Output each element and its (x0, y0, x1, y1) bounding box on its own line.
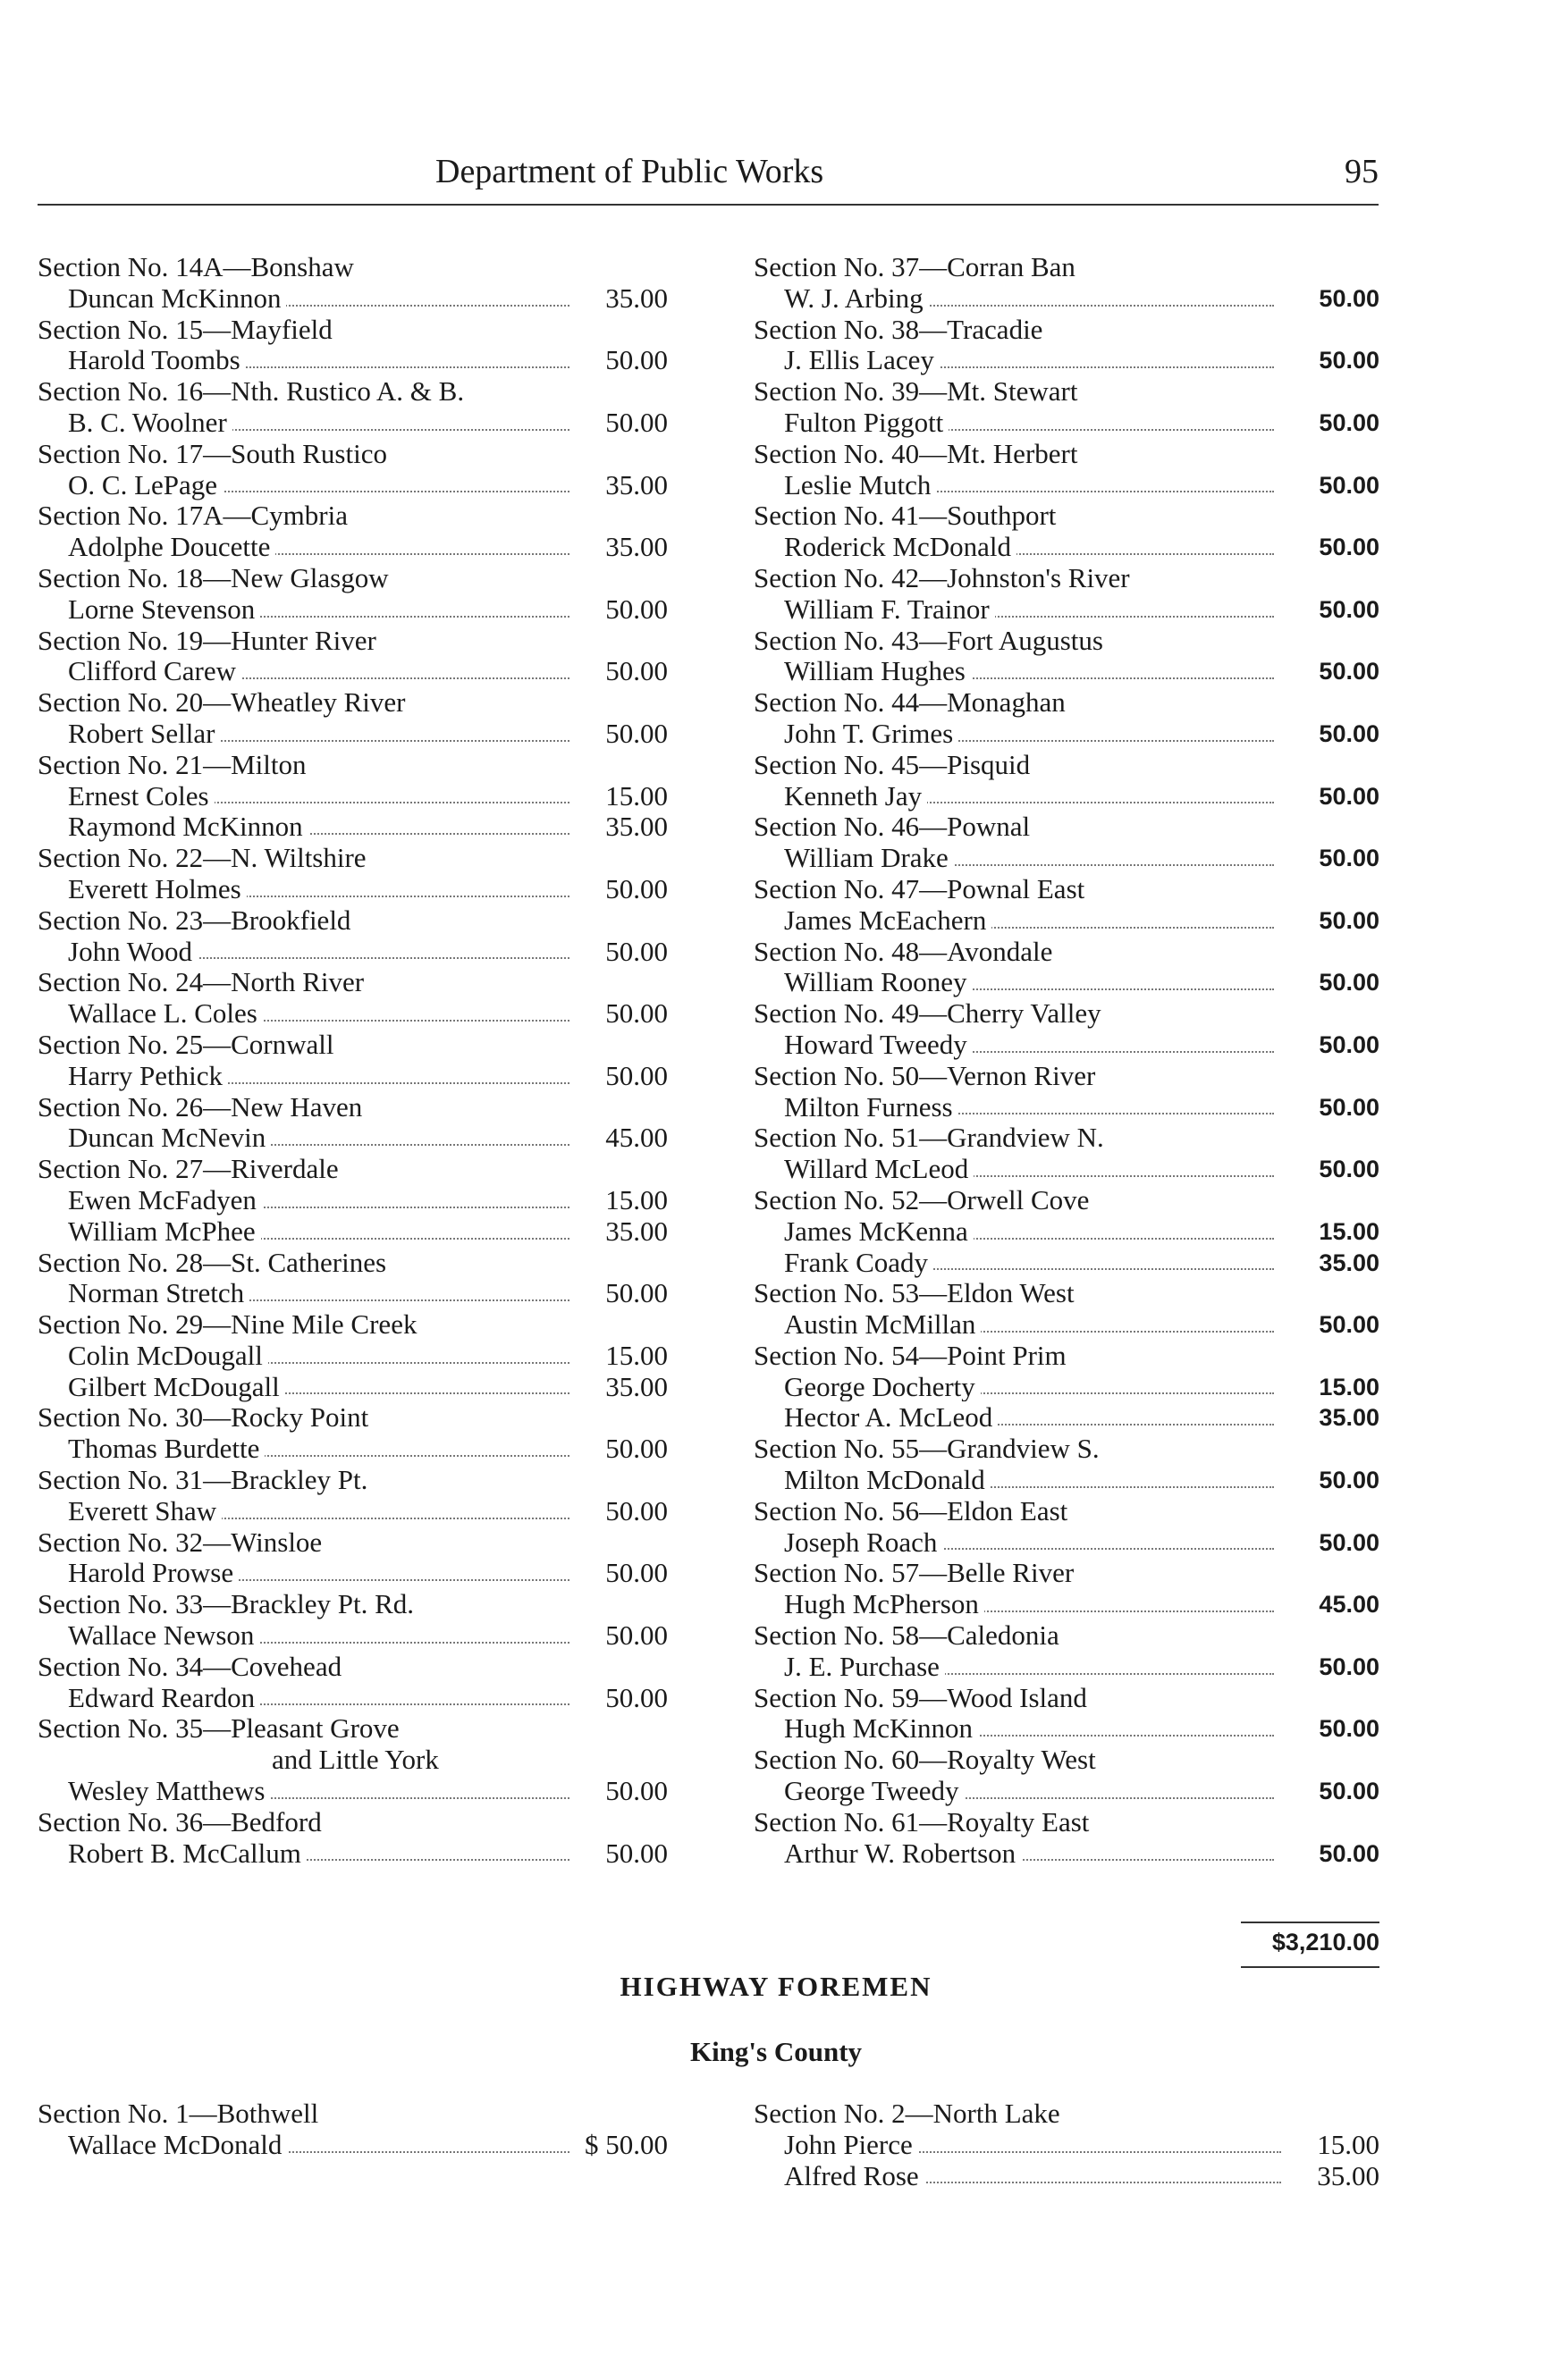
payment-amount: 50.00 (1319, 1311, 1379, 1339)
section-heading-line: Section No. 39—Mt. Stewart (754, 375, 1078, 408)
foreman-row (38, 1278, 668, 1309)
section-heading-line: Section No. 35—Pleasant Grove (38, 1712, 400, 1745)
payment-amount: 50.00 (1319, 1093, 1379, 1121)
foreman-row (38, 998, 668, 1030)
foreman-row (754, 1713, 1379, 1745)
section-heading-line: Section No. 26—New Haven (38, 1090, 363, 1123)
foreman-row (754, 1465, 1379, 1496)
foreman-name: Roderick McDonald (784, 531, 1016, 562)
payment-amount: 50.00 (1319, 906, 1379, 934)
payment-amount: 50.00 (1319, 1778, 1379, 1805)
foreman-name: William Rooney (784, 966, 973, 997)
foreman-row (38, 1216, 668, 1248)
payment-amount: 35.00 (605, 468, 668, 500)
payment-amount: 50.00 (605, 717, 668, 749)
foreman-name: William Hughes (784, 655, 971, 686)
payment-amount: 50.00 (1319, 284, 1379, 312)
payment-amount: 35.00 (605, 1215, 668, 1247)
section-heading-line: Section No. 54—Point Prim (754, 1339, 1067, 1371)
payment-amount: 50.00 (605, 872, 668, 904)
page-title: Department of Public Works (435, 153, 824, 190)
foreman-row (38, 1434, 668, 1465)
payment-amount: 35.00 (605, 811, 668, 843)
payment-amount: 50.00 (1319, 845, 1379, 872)
section-heading-line: Section No. 1—Bothwell (38, 2098, 319, 2129)
payment-amount: 50.00 (1319, 1156, 1379, 1183)
total-rule (1241, 1922, 1379, 1923)
section-heading-line: Section No. 31—Brackley Pt. (38, 1464, 368, 1496)
section-heading-line: Section No. 58—Caledonia (754, 1619, 1059, 1652)
section-heading-line: Section No. 24—North River (38, 966, 365, 998)
section-heading-line: Section No. 48—Avondale (754, 935, 1053, 967)
section-heading-line: Section No. 22—N. Wiltshire (38, 842, 367, 874)
foreman-name: William McPhee (68, 1215, 261, 1247)
foreman-row (38, 532, 668, 563)
section-heading-line: Section No. 45—Pisquid (754, 748, 1031, 780)
payment-amount: 50.00 (605, 1557, 668, 1589)
foreman-name: George Docherty (784, 1371, 981, 1402)
bottom-right-column (754, 2098, 1379, 2191)
foreman-name: Raymond McKinnon (68, 811, 308, 842)
section-heading-line: Section No. 44—Monaghan (754, 686, 1066, 719)
foreman-name: Duncan McKinnon (68, 282, 286, 314)
foreman-name: Joseph Roach (784, 1526, 942, 1558)
page-header (38, 147, 1379, 201)
payment-amount: 15.00 (1319, 1217, 1379, 1245)
payment-amount: 35.00 (605, 1370, 668, 1402)
foreman-row (38, 408, 668, 439)
foreman-row (754, 1216, 1379, 1248)
foreman-row (38, 1061, 668, 1092)
payment-amount: 15.00 (1317, 2128, 1379, 2160)
foreman-row (38, 1558, 668, 1589)
section-heading-line: Section No. 25—Cornwall (38, 1028, 334, 1060)
section-heading-line: Section No. 36—Bedford (38, 1805, 322, 1838)
foreman-row (38, 937, 668, 968)
payment-amount: 35.00 (1317, 2159, 1379, 2191)
section-heading-line: Section No. 50—Vernon River (754, 1059, 1096, 1091)
foreman-name: Lorne Stevenson (68, 593, 260, 625)
foreman-name: Hugh McKinnon (784, 1712, 978, 1744)
payment-amount: 50.00 (1319, 782, 1379, 810)
foreman-row (754, 1838, 1379, 1870)
section-heading-line: Section No. 32—Winsloe (38, 1526, 323, 1558)
foreman-row (38, 283, 668, 315)
section-heading: HIGHWAY FOREMEN (620, 1971, 932, 2002)
section-heading-line: Section No. 29—Nine Mile Creek (38, 1308, 418, 1341)
foreman-row (754, 656, 1379, 687)
foreman-row (38, 656, 668, 687)
foreman-row (38, 1683, 668, 1714)
foreman-name: William Drake (784, 842, 954, 873)
foreman-name: Frank Coady (784, 1247, 933, 1278)
section-heading-line: Section No. 23—Brookfield (38, 904, 351, 936)
payment-amount: 50.00 (605, 1681, 668, 1713)
foreman-row (754, 1402, 1379, 1434)
section-heading-line: Section No. 19—Hunter River (38, 624, 376, 656)
foreman-row (754, 470, 1379, 501)
foreman-name: Everett Holmes (68, 873, 247, 904)
section-heading-line: Section No. 15—Mayfield (38, 313, 333, 345)
county-subheading: King's County (689, 2036, 863, 2067)
foreman-name: James McEachern (784, 904, 991, 936)
section-heading-line: Section No. 16—Nth. Rustico A. & B. (38, 375, 465, 408)
foreman-row (38, 874, 668, 905)
payment-amount: $ 50.00 (585, 2128, 668, 2160)
foreman-name: Thomas Burdette (68, 1433, 265, 1464)
section-heading-line: Section No. 46—Pownal (754, 811, 1031, 843)
foreman-name: John T. Grimes (784, 718, 958, 749)
payment-amount: 50.00 (605, 1433, 668, 1465)
section-heading-line: Section No. 41—Southport (754, 500, 1057, 532)
foreman-row (38, 1620, 668, 1652)
payment-amount: 50.00 (1319, 1839, 1379, 1867)
payment-amount: 45.00 (1319, 1591, 1379, 1619)
section-heading-line: Section No. 42—Johnston's River (754, 561, 1130, 593)
foreman-row (754, 345, 1379, 376)
foreman-name: Colin McDougall (68, 1340, 268, 1371)
foreman-name: James McKenna (784, 1215, 974, 1247)
section-heading-line: Section No. 38—Tracadie (754, 313, 1043, 345)
foreman-row (754, 594, 1379, 626)
payment-amount: 15.00 (1319, 1373, 1379, 1400)
foreman-name: Leslie Mutch (784, 469, 936, 500)
foreman-name: William F. Trainor (784, 593, 995, 625)
payment-amount: 50.00 (605, 406, 668, 438)
bottom-left-column (38, 2098, 668, 2161)
payment-amount: 50.00 (1319, 471, 1379, 499)
foreman-name: Clifford Carew (68, 655, 241, 686)
section-continuation: and Little York (272, 1744, 439, 1776)
payment-amount: 15.00 (605, 779, 668, 812)
foreman-row (754, 283, 1379, 315)
payment-amount: 50.00 (1319, 969, 1379, 997)
foreman-name: John Wood (68, 936, 198, 967)
foreman-name: Robert Sellar (68, 718, 220, 749)
foreman-row (38, 345, 668, 376)
foreman-name: Milton McDonald (784, 1464, 991, 1495)
section-heading-line: Section No. 47—Pownal East (754, 872, 1085, 904)
payment-amount: 35.00 (1319, 1404, 1379, 1432)
payment-amount: 50.00 (605, 1277, 668, 1309)
section-heading-line: Section No. 21—Milton (38, 748, 307, 780)
foreman-row (38, 1185, 668, 1216)
foreman-row (38, 2130, 668, 2161)
foreman-row (38, 812, 668, 843)
foreman-row (754, 1372, 1379, 1403)
payment-amount: 50.00 (605, 1775, 668, 1807)
foreman-name: Wallace Newson (68, 1619, 259, 1651)
foreman-name: Duncan McNevin (68, 1122, 271, 1153)
foreman-row (38, 719, 668, 750)
left-column (38, 252, 668, 1869)
section-heading-line: Section No. 49—Cherry Valley (754, 997, 1101, 1030)
foreman-row (754, 1248, 1379, 1279)
foreman-name: B. C. Woolner (68, 407, 232, 438)
foreman-row (38, 1838, 668, 1870)
foreman-name: Austin McMillan (784, 1308, 981, 1340)
total-underline (1241, 1966, 1379, 1968)
section-heading-line: Section No. 52—Orwell Cove (754, 1183, 1090, 1215)
foreman-row (754, 781, 1379, 812)
foreman-name: Howard Tweedy (784, 1029, 973, 1060)
payment-amount: 50.00 (1319, 347, 1379, 374)
foreman-row (754, 408, 1379, 439)
payment-amount: 50.00 (1319, 1528, 1379, 1556)
section-heading-line: Section No. 59—Wood Island (754, 1681, 1087, 1713)
section-heading-line: Section No. 18—New Glasgow (38, 561, 389, 593)
payment-amount: 50.00 (605, 935, 668, 967)
section-heading-line: Section No. 28—St. Catherines (38, 1246, 387, 1278)
payment-amount: 50.00 (1319, 658, 1379, 685)
foreman-row (754, 1030, 1379, 1061)
foreman-name: J. E. Purchase (784, 1651, 945, 1682)
foreman-name: Milton Furness (784, 1091, 958, 1123)
foreman-name: George Tweedy (784, 1775, 965, 1806)
section-heading-line: Section No. 17—South Rustico (38, 437, 387, 469)
payment-amount: 50.00 (605, 593, 668, 625)
header-rule (38, 204, 1379, 206)
foreman-row (38, 594, 668, 626)
foreman-name: Alfred Rose (784, 2160, 924, 2191)
page-number: 95 (1345, 153, 1379, 190)
payment-amount: 50.00 (1319, 534, 1379, 561)
foreman-name: Ernest Coles (68, 780, 215, 812)
foreman-row (38, 781, 668, 812)
section-heading-line: Section No. 30—Rocky Point (38, 1401, 369, 1434)
foreman-row (38, 1496, 668, 1527)
section-heading-line: Section No. 51—Grandview N. (754, 1122, 1104, 1154)
foreman-name: John Pierce (784, 2129, 918, 2160)
foreman-row (754, 1092, 1379, 1123)
foreman-name: Willard McLeod (784, 1153, 974, 1184)
grand-total: $3,210.00 (1271, 1929, 1379, 1955)
foreman-row (754, 1309, 1379, 1341)
foreman-row (754, 1652, 1379, 1683)
foreman-name: J. Ellis Lacey (784, 344, 940, 375)
foreman-row (38, 1341, 668, 1372)
payment-amount: 35.00 (1319, 1249, 1379, 1276)
foreman-row (754, 1589, 1379, 1620)
foreman-name: Wesley Matthews (68, 1775, 270, 1806)
foreman-row (754, 2130, 1379, 2161)
section-heading-line: Section No. 60—Royalty West (754, 1744, 1096, 1776)
section-heading-line: Section No. 37—Corran Ban (754, 251, 1075, 282)
payment-amount: 50.00 (605, 655, 668, 687)
section-heading-line: Section No. 61—Royalty East (754, 1805, 1090, 1838)
foreman-name: Adolphe Doucette (68, 531, 275, 562)
foreman-row (754, 532, 1379, 563)
payment-amount: 50.00 (1319, 595, 1379, 623)
foreman-row (38, 1372, 668, 1403)
foreman-name: Harold Prowse (68, 1557, 239, 1588)
foreman-row (754, 719, 1379, 750)
foreman-name: W. J. Arbing (784, 282, 929, 314)
payment-amount: 50.00 (1319, 408, 1379, 436)
foreman-name: Robert B. McCallum (68, 1838, 307, 1869)
section-heading-line: Section No. 56—Eldon East (754, 1494, 1068, 1526)
foreman-name: Edward Reardon (68, 1682, 260, 1713)
foreman-name: Hugh McPherson (784, 1588, 984, 1619)
section-heading-line: Section No. 17A—Cymbria (38, 500, 348, 532)
foreman-row (754, 843, 1379, 874)
section-heading-line: Section No. 40—Mt. Herbert (754, 437, 1078, 469)
section-heading-line: Section No. 20—Wheatley River (38, 686, 406, 719)
payment-amount: 50.00 (605, 997, 668, 1030)
foreman-row (38, 470, 668, 501)
foreman-name: Gilbert McDougall (68, 1371, 285, 1402)
payment-amount: 35.00 (605, 282, 668, 314)
payment-amount: 50.00 (605, 1494, 668, 1526)
foreman-name: O. C. LePage (68, 469, 223, 500)
foreman-name: Kenneth Jay (784, 780, 927, 812)
payment-amount: 50.00 (605, 1619, 668, 1652)
payment-amount: 50.00 (1319, 1653, 1379, 1680)
payment-amount: 50.00 (605, 1837, 668, 1869)
payment-amount: 50.00 (605, 344, 668, 376)
foreman-row (754, 905, 1379, 937)
payment-amount: 50.00 (1319, 1467, 1379, 1494)
foreman-name: Wallace McDonald (68, 2129, 287, 2160)
section-heading-line: Section No. 57—Belle River (754, 1557, 1075, 1589)
foreman-row (38, 1776, 668, 1807)
foreman-name: Harold Toombs (68, 344, 246, 375)
right-column (754, 252, 1379, 1869)
payment-amount: 15.00 (605, 1339, 668, 1371)
section-heading-line: Section No. 27—Riverdale (38, 1153, 339, 1185)
section-heading-line: Section No. 53—Eldon West (754, 1277, 1075, 1309)
section-heading-line: Section No. 55—Grandview S. (754, 1433, 1100, 1465)
payment-amount: 50.00 (1319, 719, 1379, 747)
foreman-name: Ewen McFadyen (68, 1184, 262, 1215)
payment-amount: 50.00 (605, 1059, 668, 1091)
section-heading-line: Section No. 33—Brackley Pt. Rd. (38, 1588, 415, 1620)
foreman-row (754, 967, 1379, 998)
payment-amount: 15.00 (605, 1183, 668, 1215)
payment-amount: 50.00 (1319, 1715, 1379, 1743)
foreman-row (754, 2161, 1379, 2192)
foreman-row (38, 1123, 668, 1154)
foreman-name: Harry Pethick (68, 1060, 228, 1091)
foreman-name: Hector A. McLeod (784, 1401, 998, 1433)
foreman-name: Fulton Piggott (784, 407, 949, 438)
payment-amount: 35.00 (605, 531, 668, 563)
foreman-name: Everett Shaw (68, 1495, 222, 1526)
section-heading-line: Section No. 2—North Lake (754, 2098, 1060, 2129)
foreman-row (754, 1154, 1379, 1185)
foreman-name: Wallace L. Coles (68, 997, 263, 1029)
payment-amount: 50.00 (1319, 1030, 1379, 1058)
foreman-row (754, 1776, 1379, 1807)
foreman-name: Norman Stretch (68, 1277, 249, 1308)
section-heading-line: Section No. 34—Covehead (38, 1650, 342, 1682)
foreman-row (754, 1527, 1379, 1559)
payment-amount: 45.00 (605, 1122, 668, 1154)
section-heading-line: Section No. 14A—Bonshaw (38, 251, 354, 282)
foreman-name: Arthur W. Robertson (784, 1838, 1021, 1869)
section-heading-line: Section No. 43—Fort Augustus (754, 624, 1103, 656)
